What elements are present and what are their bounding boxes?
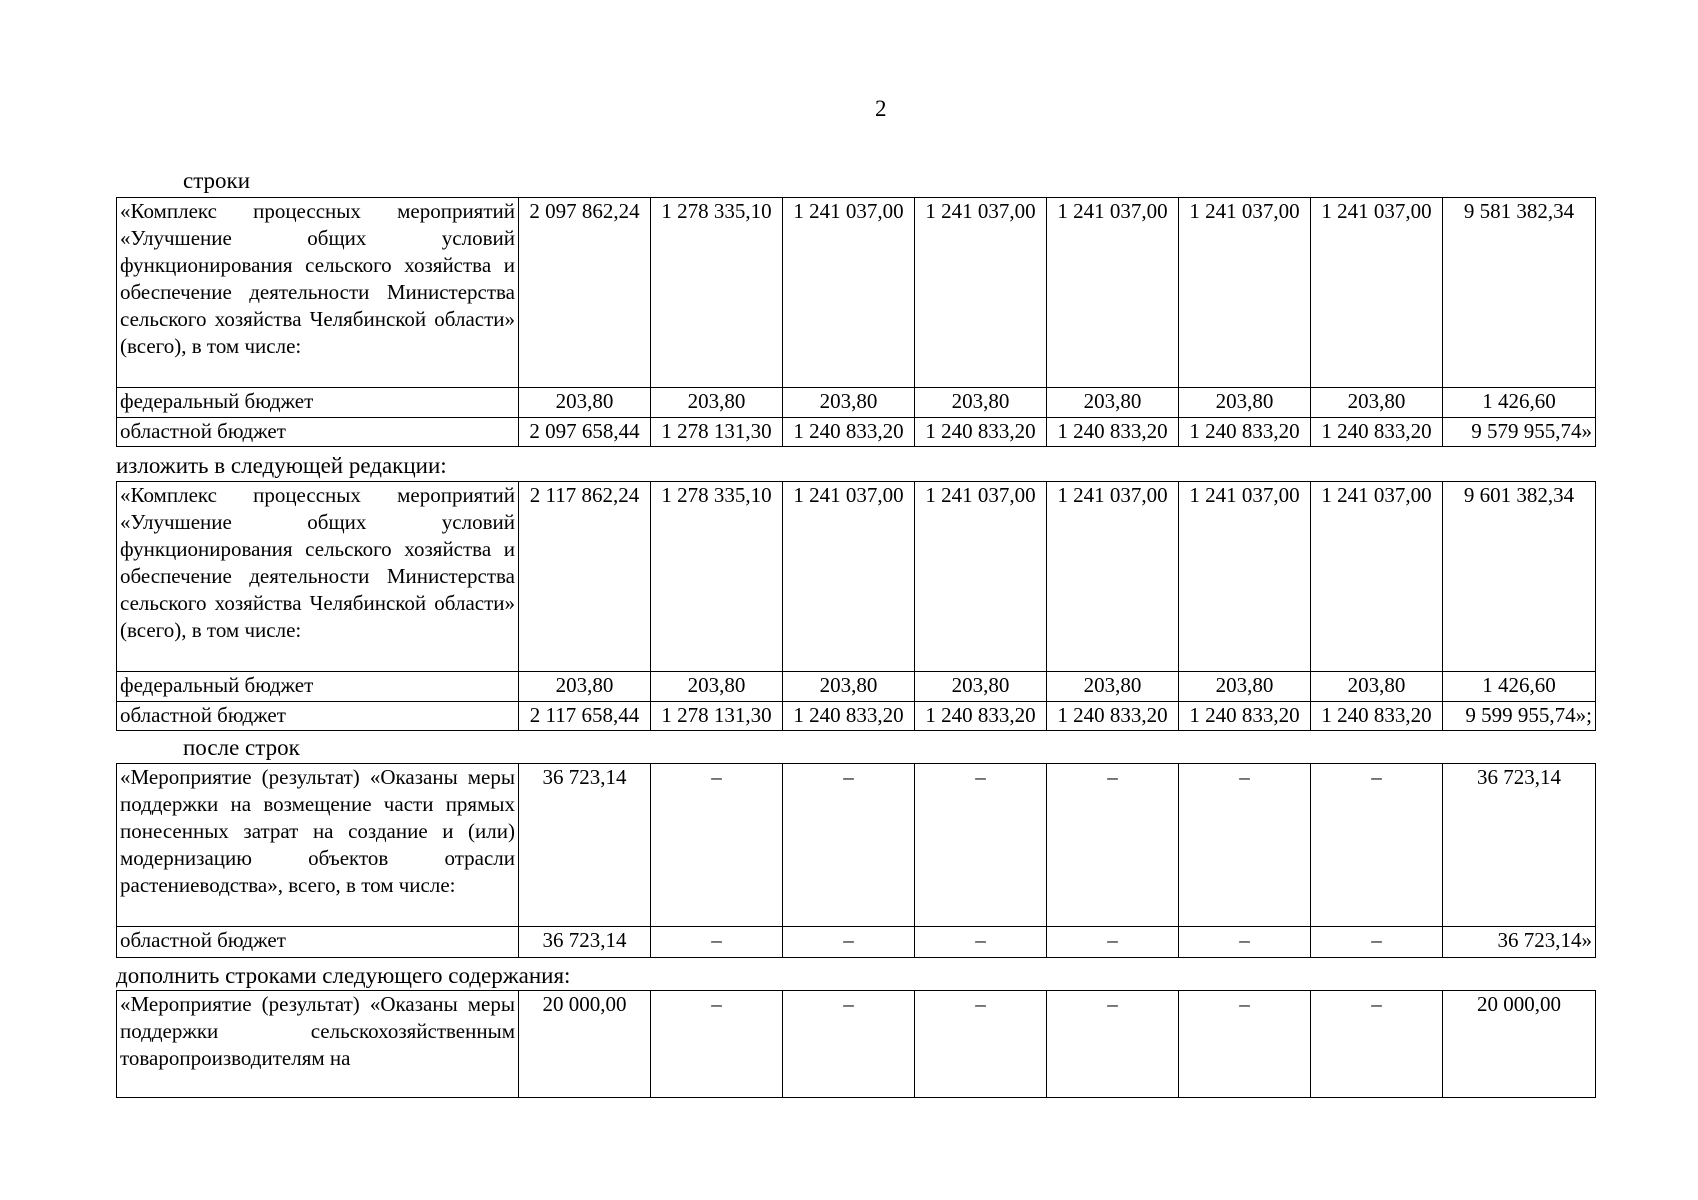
value-cell: – xyxy=(783,927,915,958)
value-cell: 1 240 833,20 xyxy=(783,418,915,447)
value-cell: – xyxy=(1179,927,1311,958)
value-cell: 1 241 037,00 xyxy=(1311,482,1443,672)
row-label: федеральный бюджет xyxy=(117,388,519,418)
value-cell: 203,80 xyxy=(1179,388,1311,418)
value-cell: 1 241 037,00 xyxy=(1311,198,1443,388)
page-number: 2 xyxy=(875,96,887,121)
value-cell: – xyxy=(1179,764,1311,927)
total-cell: 36 723,14 xyxy=(1443,764,1596,927)
table-row xyxy=(117,388,1596,418)
value-cell: – xyxy=(915,991,1047,1098)
heading-add-rows: дополнить строками следующего содержания: xyxy=(116,963,571,988)
total-cell: 9 579 955,74» xyxy=(1443,418,1596,447)
value-cell: 1 240 833,20 xyxy=(783,702,915,731)
table-row xyxy=(117,482,1596,672)
value-cell: 2 117 658,44 xyxy=(519,702,651,731)
total-cell: 20 000,00 xyxy=(1443,991,1596,1098)
value-cell: – xyxy=(783,764,915,927)
value-cell: – xyxy=(1179,991,1311,1098)
value-cell: – xyxy=(1047,991,1179,1098)
value-cell: – xyxy=(1311,764,1443,927)
value-cell: – xyxy=(1311,927,1443,958)
value-cell: – xyxy=(651,764,783,927)
value-cell: 203,80 xyxy=(651,672,783,702)
value-cell: 36 723,14 xyxy=(519,927,651,958)
value-cell: 1 241 037,00 xyxy=(1047,482,1179,672)
value-cell: – xyxy=(651,927,783,958)
value-cell: 1 241 037,00 xyxy=(783,198,915,388)
row-label: «Комплекс процессных мероприятий «Улучшение общих условий функционирования сельского хозяйства и обеспечение деятельности Министерства сельского хозяйства Челябинской области» (всего), в том числе: xyxy=(117,198,519,388)
budget-table-original xyxy=(116,197,1596,447)
budget-table-new-edition xyxy=(116,481,1596,731)
budget-table-after-rows xyxy=(116,763,1596,958)
value-cell: 203,80 xyxy=(1311,672,1443,702)
value-cell: 203,80 xyxy=(1179,672,1311,702)
row-label: областной бюджет xyxy=(117,418,519,447)
value-cell: 1 278 335,10 xyxy=(651,482,783,672)
value-cell: – xyxy=(783,991,915,1098)
heading-rows-label: строки xyxy=(183,168,251,193)
value-cell: 203,80 xyxy=(519,672,651,702)
table-row xyxy=(117,418,1596,447)
value-cell: 203,80 xyxy=(519,388,651,418)
value-cell: 1 241 037,00 xyxy=(915,198,1047,388)
value-cell: 20 000,00 xyxy=(519,991,651,1098)
total-cell: 36 723,14» xyxy=(1443,927,1596,958)
total-cell: 1 426,60 xyxy=(1443,672,1596,702)
value-cell: 2 097 658,44 xyxy=(519,418,651,447)
total-cell: 9 599 955,74»; xyxy=(1443,702,1596,731)
total-cell: 1 426,60 xyxy=(1443,388,1596,418)
total-cell: 9 581 382,34 xyxy=(1443,198,1596,388)
value-cell: 1 241 037,00 xyxy=(915,482,1047,672)
row-label: областной бюджет xyxy=(117,927,519,958)
row-label: областной бюджет xyxy=(117,702,519,731)
table-row xyxy=(117,702,1596,731)
row-label: «Комплекс процессных мероприятий «Улучшение общих условий функционирования сельского хозяйства и обеспечение деятельности Министерства сельского хозяйства Челябинской области» (всего), в том числе: xyxy=(117,482,519,672)
heading-after-rows: после строк xyxy=(183,735,300,760)
value-cell: 1 240 833,20 xyxy=(1311,702,1443,731)
value-cell: 1 241 037,00 xyxy=(1179,198,1311,388)
table-row xyxy=(117,198,1596,388)
value-cell: – xyxy=(915,764,1047,927)
value-cell: 1 240 833,20 xyxy=(1179,702,1311,731)
total-cell: 9 601 382,34 xyxy=(1443,482,1596,672)
value-cell: 36 723,14 xyxy=(519,764,651,927)
value-cell: 1 241 037,00 xyxy=(1179,482,1311,672)
value-cell: 203,80 xyxy=(783,672,915,702)
value-cell: – xyxy=(1047,927,1179,958)
row-label: «Мероприятие (результат) «Оказаны меры поддержки на возмещение части прямых понесенных затрат на создание и (или) модернизацию объектов отрасли растениеводства», всего, в том числе: xyxy=(117,764,519,927)
value-cell: – xyxy=(1047,764,1179,927)
heading-new-edition: изложить в следующей редакции: xyxy=(116,453,447,478)
value-cell: 1 240 833,20 xyxy=(1179,418,1311,447)
value-cell: 203,80 xyxy=(915,388,1047,418)
value-cell: – xyxy=(915,927,1047,958)
value-cell: 203,80 xyxy=(915,672,1047,702)
value-cell: 1 240 833,20 xyxy=(915,702,1047,731)
value-cell: 1 278 131,30 xyxy=(651,418,783,447)
value-cell: – xyxy=(1311,991,1443,1098)
value-cell: 1 241 037,00 xyxy=(1047,198,1179,388)
value-cell: 203,80 xyxy=(1047,388,1179,418)
value-cell: 1 240 833,20 xyxy=(1311,418,1443,447)
value-cell: 203,80 xyxy=(783,388,915,418)
value-cell: 203,80 xyxy=(1311,388,1443,418)
table-row xyxy=(117,927,1596,958)
value-cell: 1 240 833,20 xyxy=(915,418,1047,447)
value-cell: 1 240 833,20 xyxy=(1047,702,1179,731)
table-row xyxy=(117,764,1596,927)
value-cell: 1 241 037,00 xyxy=(783,482,915,672)
row-label: «Мероприятие (результат) «Оказаны меры поддержки сельскохозяйственным товаропроизводителям на xyxy=(117,991,519,1098)
value-cell: 1 278 335,10 xyxy=(651,198,783,388)
value-cell: 1 240 833,20 xyxy=(1047,418,1179,447)
table-row xyxy=(117,672,1596,702)
value-cell: 203,80 xyxy=(1047,672,1179,702)
value-cell: 203,80 xyxy=(651,388,783,418)
value-cell: – xyxy=(651,991,783,1098)
value-cell: 2 097 862,24 xyxy=(519,198,651,388)
value-cell: 2 117 862,24 xyxy=(519,482,651,672)
table-row xyxy=(117,991,1596,1098)
row-label: федеральный бюджет xyxy=(117,672,519,702)
value-cell: 1 278 131,30 xyxy=(651,702,783,731)
budget-table-added-rows xyxy=(116,990,1596,1098)
